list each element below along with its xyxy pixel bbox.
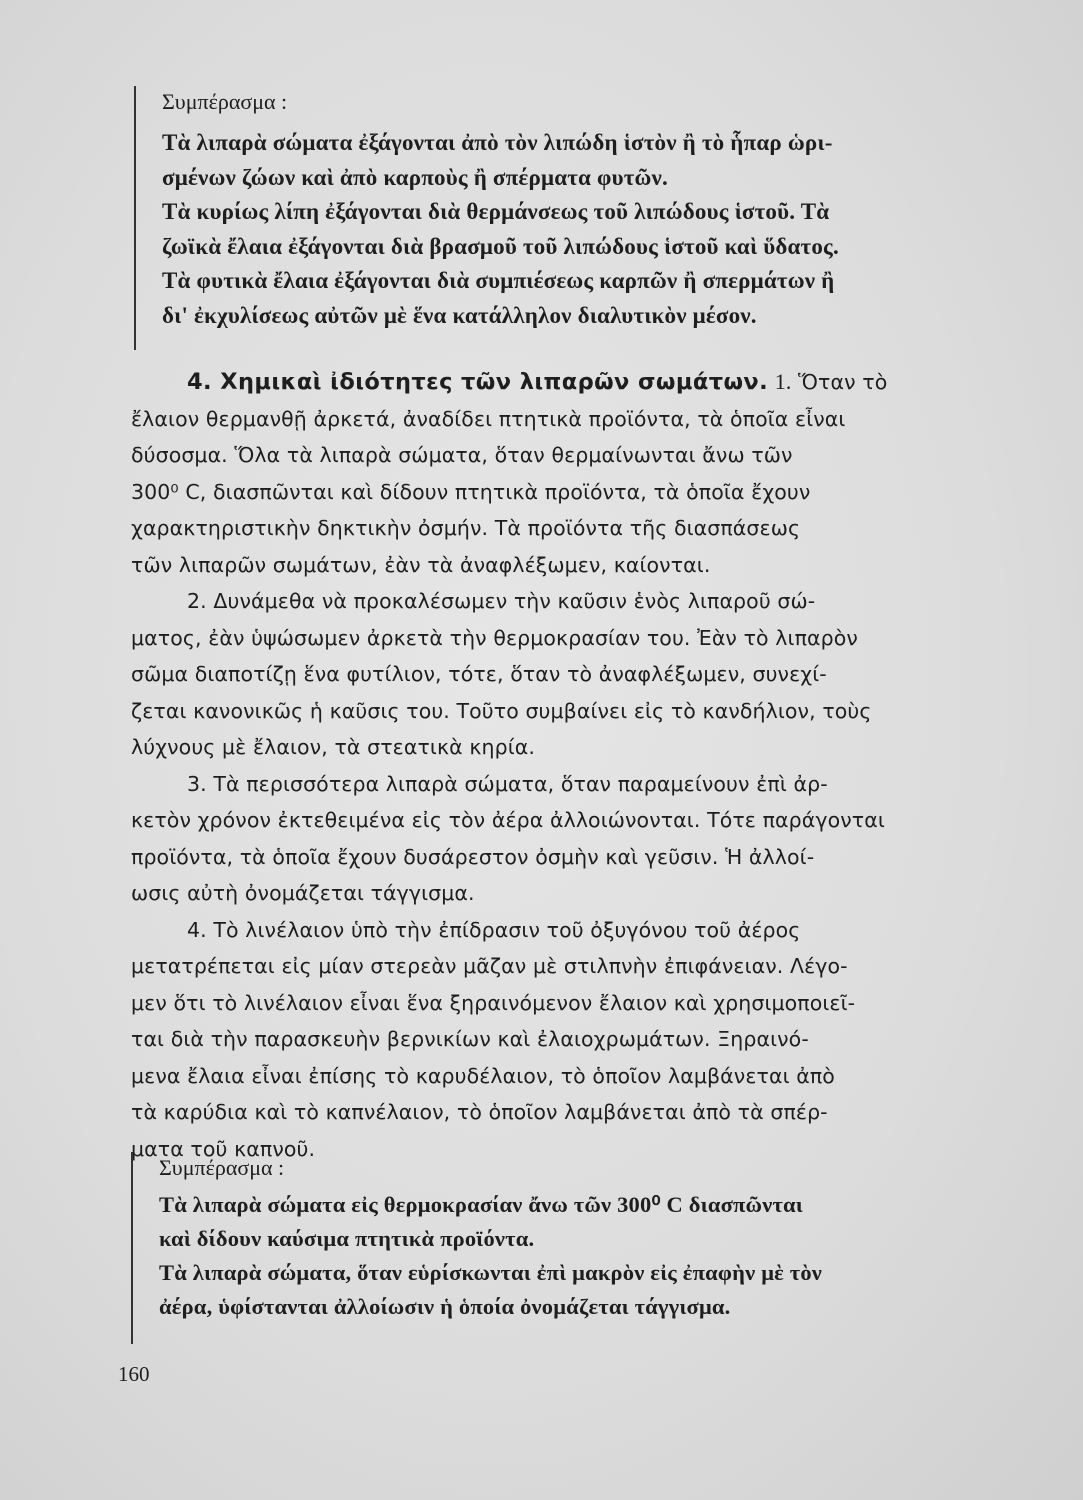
- paragraph-line: προϊόντα, τὰ ὁποῖα ἔχουν δυσάρεστον ὀσμὴν καὶ γεῦσιν. Ἡ ἀλλοί-: [131, 844, 815, 869]
- paragraph-line: 300⁰ C, διασπῶνται καὶ δίδουν πτητικὰ προϊόντα, τὰ ὁποῖα ἔχουν: [131, 479, 811, 504]
- summary-box-top: [134, 86, 962, 350]
- paragraph-number: 1.: [774, 369, 792, 394]
- paragraph-line: σῶμα διαποτίζῃ ἕνα φυτίλιον, τότε, ὅταν τὸ ἀναφλέξωμεν, συνεχί-: [131, 662, 827, 686]
- paragraph-line: ωσις αὐτὴ ὀνομάζεται τάγγισμα.: [131, 881, 475, 905]
- paragraph-line: 3. Τὰ περισσότερα λιπαρὰ σώματα, ὅταν παραμείνουν ἐπὶ ἀρ-: [187, 771, 828, 796]
- paragraph-line: μετατρέπεται εἰς μίαν στερεὰν μᾶζαν μὲ στιλπνὴν ἐπιφάνειαν. Λέγο-: [131, 954, 848, 978]
- paragraph-line: ματα τοῦ καπνοῦ.: [131, 1136, 316, 1161]
- paragraph-line: κετὸν χρόνον ἐκτεθειμένα εἰς τὸν ἀέρα ἀλλοιώνονται. Τότε παράγονται: [131, 808, 885, 832]
- summary-line: σμένων ζώων καὶ ἀπὸ καρποὺς ἢ σπέρματα φυτῶν.: [162, 164, 668, 190]
- section-title: 4. Χημικαὶ ἰδιότητες τῶν λιπαρῶν σωμάτων.: [187, 369, 769, 395]
- paragraph-line: 4. Τὸ λινέλαιον ὑπὸ τὴν ἐπίδρασιν τοῦ ὀξυγόνου τοῦ ἀέρος: [187, 917, 801, 942]
- summary-heading: Συμπέρασμα :: [159, 1155, 285, 1180]
- summary-line: Τὰ φυτικὰ ἔλαια ἐξάγονται διὰ συμπιέσεως καρπῶν ἢ σπερμάτων ἢ: [162, 268, 835, 293]
- paragraph-line: λύχνους μὲ ἔλαιον, τὰ στεατικὰ κηρία.: [131, 735, 536, 759]
- summary-box-bottom: [131, 1152, 999, 1344]
- summary-line: Τὰ λιπαρὰ σώματα ἐξάγονται ἀπὸ τὸν λιπώδη ἱστὸν ἢ τὸ ἧπαρ ὡρι-: [162, 130, 833, 155]
- paragraph-line: ἔλαιον θερμανθῇ ἀρκετά, ἀναδίδει πτητικὰ προϊόντα, τὰ ὁποῖα εἶναι: [131, 406, 846, 431]
- section-heading-line: [131, 364, 971, 401]
- paragraph-line: δύσοσμα. Ὅλα τὰ λιπαρὰ σώματα, ὅταν θερμαίνωνται ἄνω τῶν: [131, 443, 793, 467]
- paragraph-line: ματος, ἐὰν ὑψώσωμεν ἀρκετὰ τὴν θερμοκρασίαν του. Ἐὰν τὸ λιπαρὸν: [131, 625, 858, 650]
- summary-heading: Συμπέρασμα :: [162, 89, 288, 114]
- page-number: 160: [118, 1362, 150, 1386]
- paragraph-line: χαρακτηριστικὴν δηκτικὴν ὀσμήν. Τὰ προϊόντα τῆς διασπάσεως: [131, 516, 801, 540]
- paragraph-line: ζεται κανονικῶς ἡ καῦσις του. Τοῦτο συμβαίνει εἰς τὸ κανδήλιον, τοὺς: [131, 698, 872, 723]
- summary-line: ἀέρα, ὑφίστανται ἀλλοίωσιν ἡ ὁποία ὀνομάζεται τάγγισμα.: [159, 1294, 731, 1319]
- summary-line: ζωϊκὰ ἔλαια ἐξάγονται διὰ βρασμοῦ τοῦ λιπώδους ἱστοῦ καὶ ὕδατος.: [162, 233, 839, 259]
- summary-line: Τὰ λιπαρὰ σώματα, ὅταν εὑρίσκωνται ἐπὶ μακρὸν εἰς ἐπαφὴν μὲ τὸν: [159, 1260, 823, 1285]
- summary-line: καὶ δίδουν καύσιμα πτητικὰ προϊόντα.: [159, 1226, 535, 1251]
- paragraph-line: τῶν λιπαρῶν σωμάτων, ἐὰν τὰ ἀναφλέξωμεν, καίονται.: [131, 552, 711, 577]
- paragraph-line: τὰ καρύδια καὶ τὸ καπνέλαιον, τὸ ὁποῖον λαμβάνεται ἀπὸ τὰ σπέρ-: [131, 1100, 828, 1124]
- paragraph-line: 2. Δυνάμεθα νὰ προκαλέσωμεν τὴν καῦσιν ἑνὸς λιπαροῦ σώ-: [187, 589, 816, 613]
- section-body: [131, 364, 971, 1167]
- summary-line: Τὰ κυρίως λίπη ἐξάγονται διὰ θερμάνσεως τοῦ λιπώδους ἱστοῦ. Τὰ: [162, 199, 830, 224]
- paragraph-line: ται διὰ τὴν παρασκευὴν βερνικίων καὶ ἐλαιοχρωμάτων. Ξηραινό-: [131, 1027, 809, 1051]
- paragraph-line: μεν ὅτι τὸ λινέλαιον εἶναι ἕνα ξηραινόμενον ἔλαιον καὶ χρησιμοποιεῖ-: [131, 990, 856, 1015]
- paragraph-text: Ὅταν τὸ: [791, 370, 888, 394]
- paragraph-line: μενα ἔλαια εἶναι ἐπίσης τὸ καρυδέλαιον, τὸ ὁποῖον λαμβάνεται ἀπὸ: [131, 1063, 835, 1088]
- summary-line: Τὰ λιπαρὰ σώματα εἰς θερμοκρασίαν ἄνω τῶν 300⁰ C διασπῶνται: [159, 1192, 803, 1217]
- summary-line: δι' ἐκχυλίσεως αὐτῶν μὲ ἕνα κατάλληλον διαλυτικὸν μέσον.: [162, 302, 757, 328]
